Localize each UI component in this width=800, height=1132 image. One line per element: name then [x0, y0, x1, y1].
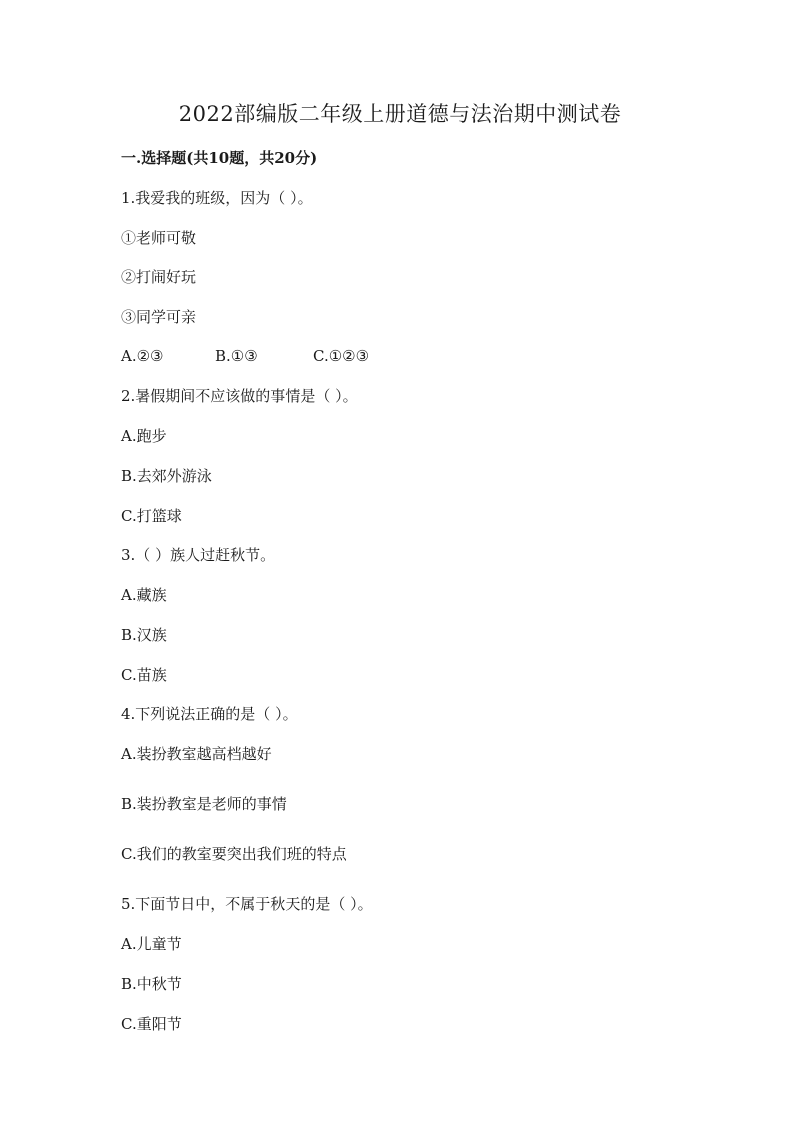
question-1-stem: 1.我爱我的班级，因为（ ）。 [121, 189, 313, 207]
section-heading: 一.选择题(共10题，共20分) [121, 149, 318, 167]
question-5-option-b: B.中秋节 [121, 975, 182, 993]
question-5-option-a: A.儿童节 [121, 935, 182, 953]
question-2-option-b: B.去郊外游泳 [121, 467, 212, 485]
question-3-option-b: B.汉族 [121, 626, 167, 644]
question-5-option-c: C.重阳节 [121, 1015, 182, 1033]
question-4-option-b: B.装扮教室是老师的事情 [121, 795, 287, 813]
page-title: 2022部编版二年级上册道德与法治期中测试卷 [178, 102, 622, 126]
question-1-option-c: C.①②③ [313, 347, 370, 365]
question-1-item-2: ②打闹好玩 [121, 268, 197, 286]
question-2-option-a: A.跑步 [121, 427, 167, 445]
question-3-option-c: C.苗族 [121, 666, 167, 684]
question-4-option-a: A.装扮教室越高档越好 [121, 745, 272, 763]
question-2-option-c: C.打篮球 [121, 507, 182, 525]
question-1-option-b: B.①③ [215, 347, 258, 365]
question-4-stem: 4.下列说法正确的是（ ）。 [121, 705, 298, 723]
question-3-option-a: A.藏族 [121, 586, 167, 604]
question-3-stem: 3.（ ）族人过赶秋节。 [121, 546, 276, 564]
question-1-item-3: ③同学可亲 [121, 308, 197, 326]
question-2-stem: 2.暑假期间不应该做的事情是（ ）。 [121, 387, 358, 405]
question-4-option-c: C.我们的教室要突出我们班的特点 [121, 845, 347, 863]
question-5-stem: 5.下面节日中，不属于秋天的是（ ）。 [121, 895, 373, 913]
question-1-item-1: ①老师可敬 [121, 229, 197, 247]
question-1-option-a: A.②③ [121, 347, 164, 365]
question-1-options [121, 346, 369, 366]
